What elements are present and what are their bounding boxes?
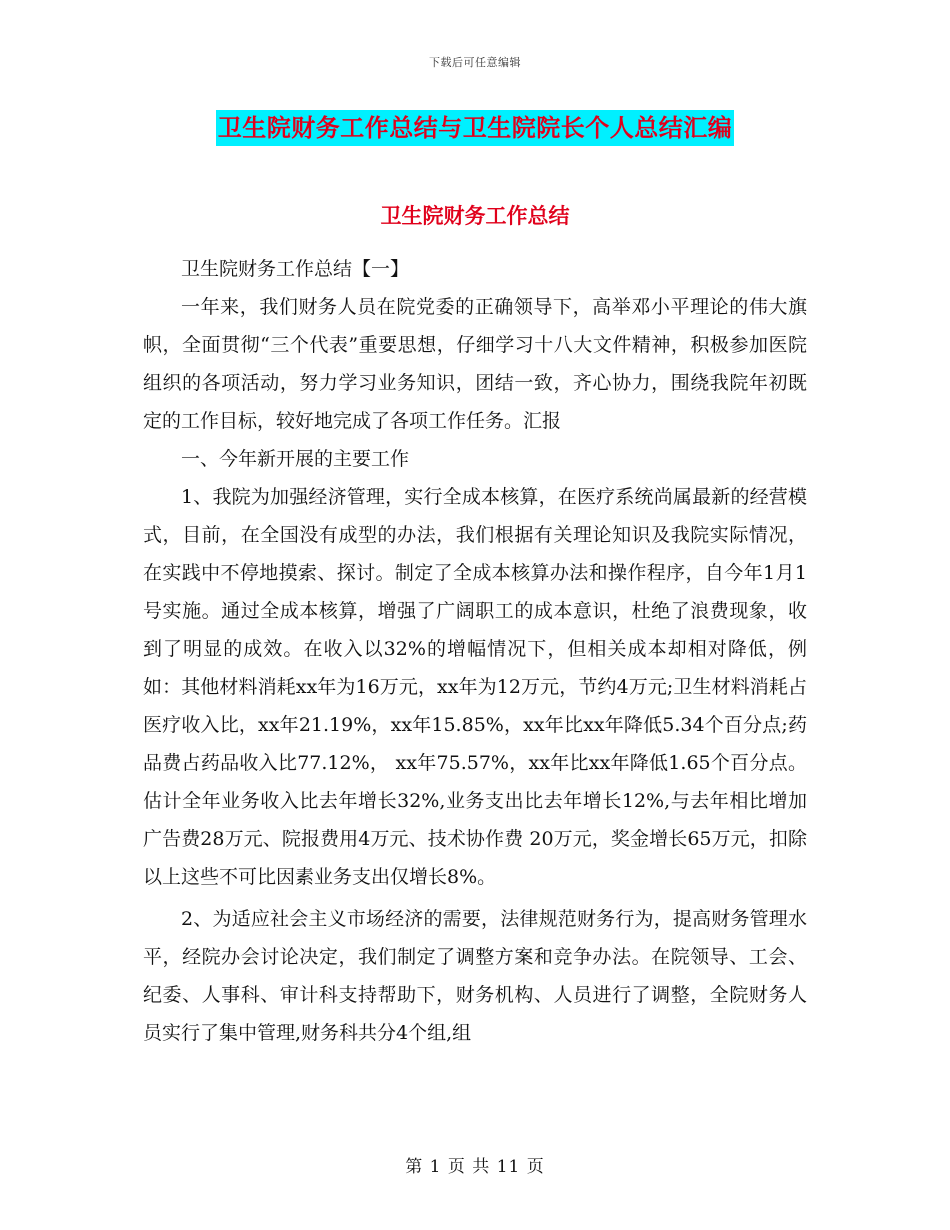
header-note: 下载后可任意编辑 — [429, 56, 521, 69]
document-body — [143, 222, 807, 1052]
section-heading: 卫生院财务工作总结【一】 — [181, 258, 410, 280]
page-number: 第 1 页 共 11 页 — [405, 1157, 545, 1177]
body-paragraph: 1、我院为加强经济管理，实行全成本核算，在医疗系统尚属最新的经营模式，目前，在全国没有成型的办法，我们根据有关理论知识及我院实际情况，在实践中不停地摸索、探讨。制定了全成本核算办法和操作程序，自今年1月1号实施。通过全成本核算，增强了广阔职工的成本意识，杜绝了浪费现象，收到了明显的成效。在收入以32%的增幅情况下，但相关成本却相对降低，例如：其他材料消耗xx年为16万元，xx年为12万元，节约4万元;卫生材料消耗占医疗收入比，xx年21.19%，xx年15.85%，xx年比xx年降低5.34个百分点;药品费占药品收入比77.12%， xx年75.57%，xx年比xx年降低1.65个百分点。估计全年业务收入比去年增长32%,业务支出比去年增长12%,与去年相比增加广告费28万元、院报费用4万元、技术协作费 20万元，奖金增长65万元，扣除以上这些不可比因素业务支出仅增长8%。 — [143, 486, 807, 888]
document-main-title — [0, 110, 950, 146]
section-heading: 一、今年新开展的主要工作 — [181, 448, 410, 470]
body-paragraph: 2、为适应社会主义市场经济的需要，法律规范财务行为，提高财务管理水平，经院办会讨论决定，我们制定了调整方案和竞争办法。在院领导、工会、纪委、人事科、审计科支持帮助下，财务机构、人员进行了调整，全院财务人员实行了集中管理,财务科共分4个组,组 — [143, 908, 807, 1044]
body-paragraph: 一年来，我们财务人员在院党委的正确领导下，高举邓小平理论的伟大旗帜，全面贯彻“三个代表”重要思想，仔细学习十八大文件精神，积极参加医院组织的各项活动，努力学习业务知识，团结一致，齐心协力，围绕我院年初既定的工作目标，较好地完成了各项工作任务。汇报 — [143, 296, 807, 432]
main-title-text: 卫生院财务工作总结与卫生院院长个人总结汇编 — [216, 110, 735, 146]
section-title: 卫生院财务工作总结 — [380, 203, 570, 228]
